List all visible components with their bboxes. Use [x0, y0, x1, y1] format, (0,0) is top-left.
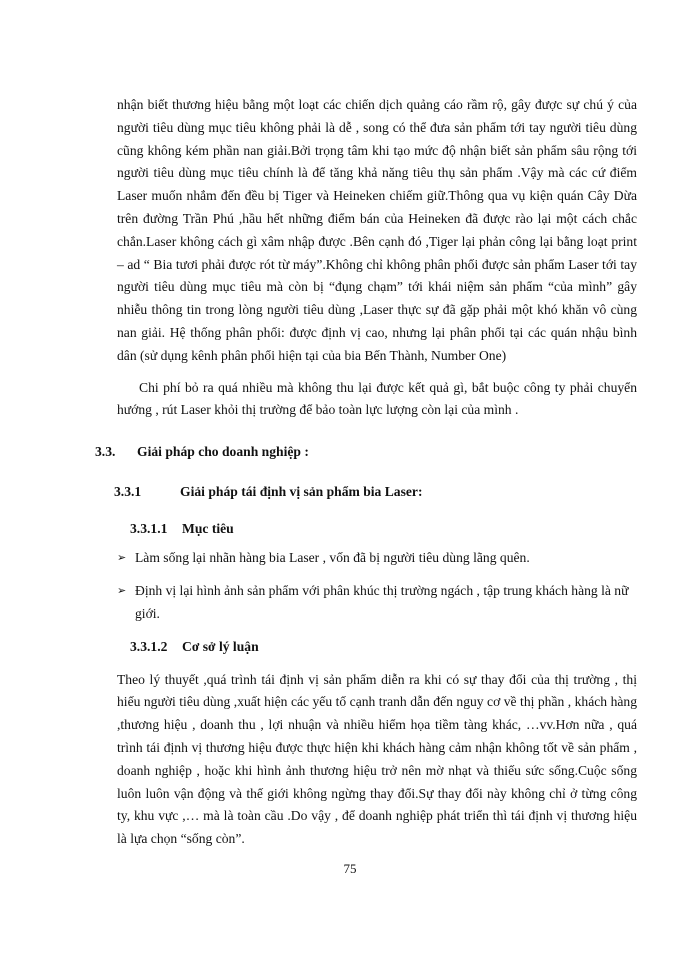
bullet-text: Định vị lại hình ảnh sản phẩm với phân khúc thị trường ngách , tập trung khách hàng là nữ giới.: [135, 582, 629, 621]
heading-title: Cơ sở lý luận: [182, 638, 259, 654]
heading-title: Mục tiêu: [182, 521, 234, 537]
document-body: [95, 94, 637, 851]
heading-number: 3.3.1: [114, 484, 142, 500]
heading-3-3: [95, 444, 637, 460]
heading-title: Giải pháp cho doanh nghiệp :: [137, 444, 309, 460]
heading-number: 3.3.1.1: [130, 521, 168, 537]
page-number: 75: [343, 861, 357, 876]
paragraph-withdrawal: Chi phí bỏ ra quá nhiều mà không thu lại được kết quả gì, bắt buộc công ty phải chuyển hướng , rút Laser khỏi thị trường để bảo toàn lực lượng còn lại của mình .: [117, 379, 637, 418]
heading-3-3-1: [114, 484, 637, 500]
paragraph-theory: Theo lý thuyết ,quá trình tái định vị sản phẩm diễn ra khi có sự thay đổi của thị trường , thị hiếu người tiêu dùng ,xuất hiện các yếu tố cạnh tranh dẫn đến nguy cơ về thị phần , khách hàng ,thương hiệu , doanh thu , lợi nhuận và nhiều hiểm họa tiềm tàng khác, …vv.Hơn nữa , quá trình tái định vị thương hiệu được thực hiện khi khách hàng cảm nhận không tốt về sản phẩm , doanh nghiệp , hoặc khi hình ảnh thương hiệu trở nên mờ nhạt và thiếu sức sống.Cuộc sống luôn luôn vận động và thế giới không ngừng thay đổi.Sự thay đổi này không chỉ ở từng công ty, khu vực ,… mà là toàn cầu .Do vậy , để doanh nghiệp phát triển thì tái định vị thương hiệu là lựa chọn “sống còn”.: [117, 671, 637, 847]
arrow-bullet-icon: ➢: [117, 584, 127, 597]
heading-number: 3.3.: [95, 444, 116, 460]
bullet-text: Làm sống lại nhãn hàng bia Laser , vốn đã bị người tiêu dùng lãng quên.: [135, 550, 530, 566]
bullet-item: [117, 580, 637, 626]
heading-title: Giải pháp tái định vị sản phẩm bia Laser:: [180, 484, 423, 500]
arrow-bullet-icon: ➢: [117, 552, 127, 565]
heading-3-3-1-1: [130, 521, 637, 537]
heading-3-3-1-2: [130, 639, 637, 655]
heading-number: 3.3.1.2: [130, 638, 168, 654]
bullet-item: [117, 547, 637, 570]
paragraph-distribution-problems: nhận biết thương hiệu bằng một loạt các chiến dịch quảng cáo rầm rộ, gây được sự chú ý của người tiêu dùng mục tiêu không phải là dễ , song có thể đưa sản phẩm tới tay người tiêu dùng cũng không kém phần nan giải.Bởi trọng tâm khi tạo mức độ nhận biết sản phẩm sâu rộng tới người tiêu dùng mục tiêu chính là để tăng khả năng tiêu thụ sản phẩm .Vậy mà các cứ điểm Laser muốn nhắm đến đều bị Tiger và Heineken chiếm giữ.Thông qua vụ kiện quán Cây Dừa trên đường Trần Phú ,hầu hết những điểm bán của Heineken đã được rào lại một cách chắc chắn.Laser không cách gì xâm nhập được .Bên cạnh đó ,Tiger lại phản công lại bằng loạt print – ad “ Bia tươi phải được rót từ máy”.Không chỉ không phân phối được sản phẩm Laser tới tay người tiêu dùng mục tiêu mà còn bị “đụng chạm” tới khái niệm sản phẩm “của mình” gây nhiễu thông tin trong lòng người tiêu dùng ,Laser thực sự đã gặp phải một khó khăn vô cùng nan giải. Hệ thống phân phối: được định vị cao, nhưng lại phân phối tại các quán nhậu bình dân (sử dụng kênh phân phối hiện tại của bia Bến Thành, Number One): [117, 97, 637, 363]
